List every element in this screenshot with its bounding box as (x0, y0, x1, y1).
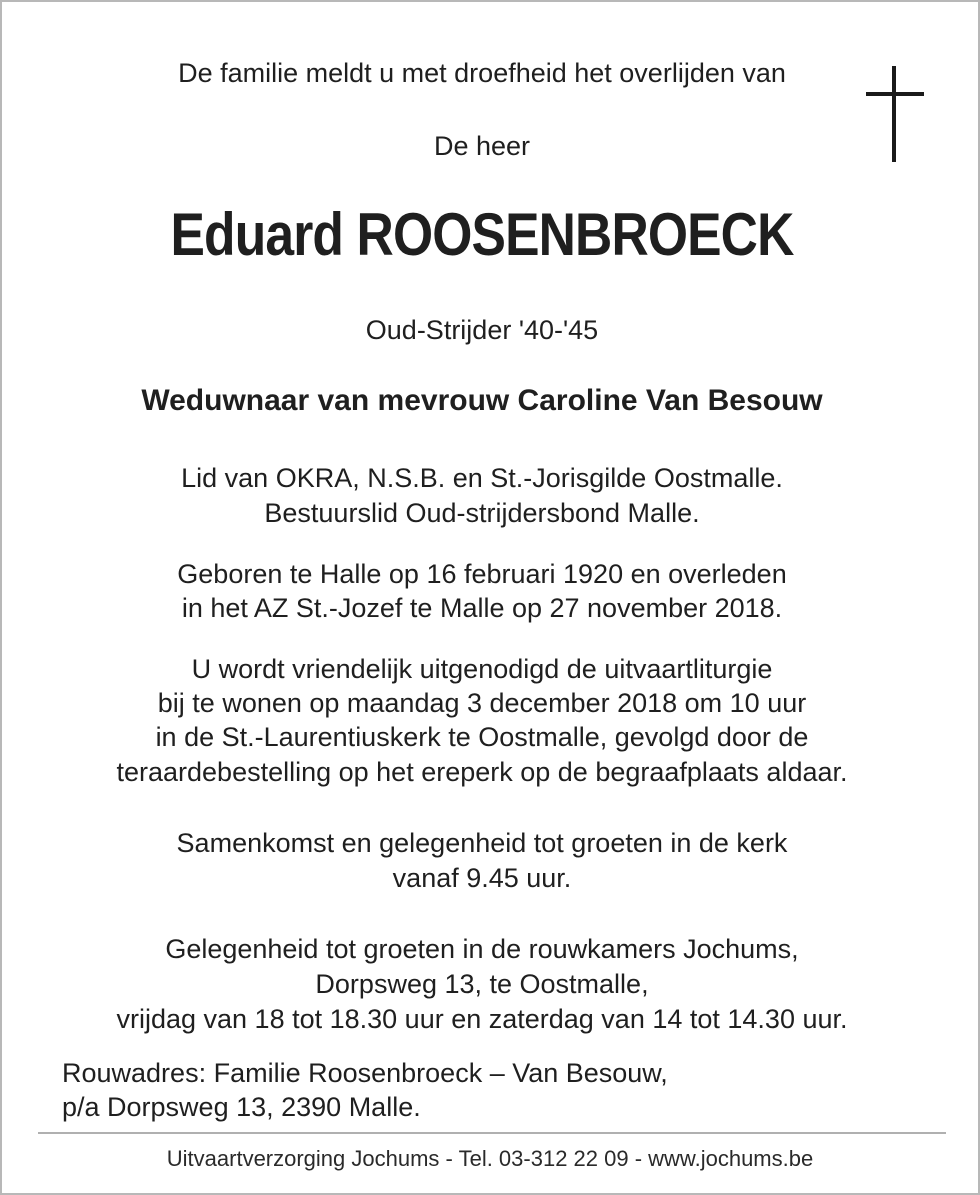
membership-line-1: Lid van OKRA, N.S.B. en St.-Jorisgilde Oostmalle. (181, 463, 783, 493)
footer-text: Uitvaartverzorging Jochums - Tel. 03-312 22 09 - www.jochums.be (166, 1146, 814, 1171)
title-text: De heer (433, 131, 531, 161)
viewing-line-3: vrijdag van 18 tot 18.30 uur en zaterdag van 14 tot 14.30 uur. (116, 1004, 848, 1034)
membership-line-2: Bestuurslid Oud-strijdersbond Malle. (264, 498, 700, 528)
widower-text: Weduwnaar van mevrouw Caroline Van Besouw (141, 384, 823, 417)
funeral-line-3: in de St.-Laurentiuskerk te Oostmalle, gevolgd door de (155, 722, 809, 752)
intro-text: De familie meldt u met droefheid het overlijden van (178, 58, 786, 88)
gathering-line-2: vanaf 9.45 uur. (392, 863, 572, 893)
funeral-line-4: teraardebestelling op het ereperk op de begraafplaats aldaar. (116, 757, 848, 787)
funeral-line-2: bij te wonen op maandag 3 december 2018 om 10 uur (157, 688, 807, 718)
birth-death-line-1: Geboren te Halle op 16 februari 1920 en overleden (177, 559, 787, 589)
address-line-2: p/a Dorpsweg 13, 2390 Malle. (62, 1092, 421, 1122)
viewing-line-2: Dorpsweg 13, te Oostmalle, (315, 969, 649, 999)
birth-death-line-2: in het AZ St.-Jozef te Malle op 27 november 2018. (181, 593, 783, 623)
gathering-line-1: Samenkomst en gelegenheid tot groeten in de kerk (176, 828, 788, 858)
deceased-name: Eduard ROOSENBROECK (170, 201, 794, 268)
footer-divider (38, 1132, 946, 1134)
veteran-text: Oud-Strijder '40-'45 (365, 315, 599, 345)
address-line-1: Rouwadres: Familie Roosenbroeck – Van Besouw, (62, 1058, 668, 1088)
funeral-line-1: U wordt vriendelijk uitgenodigd de uitvaartliturgie (191, 654, 773, 684)
viewing-line-1: Gelegenheid tot groeten in de rouwkamers Jochums, (165, 934, 799, 964)
